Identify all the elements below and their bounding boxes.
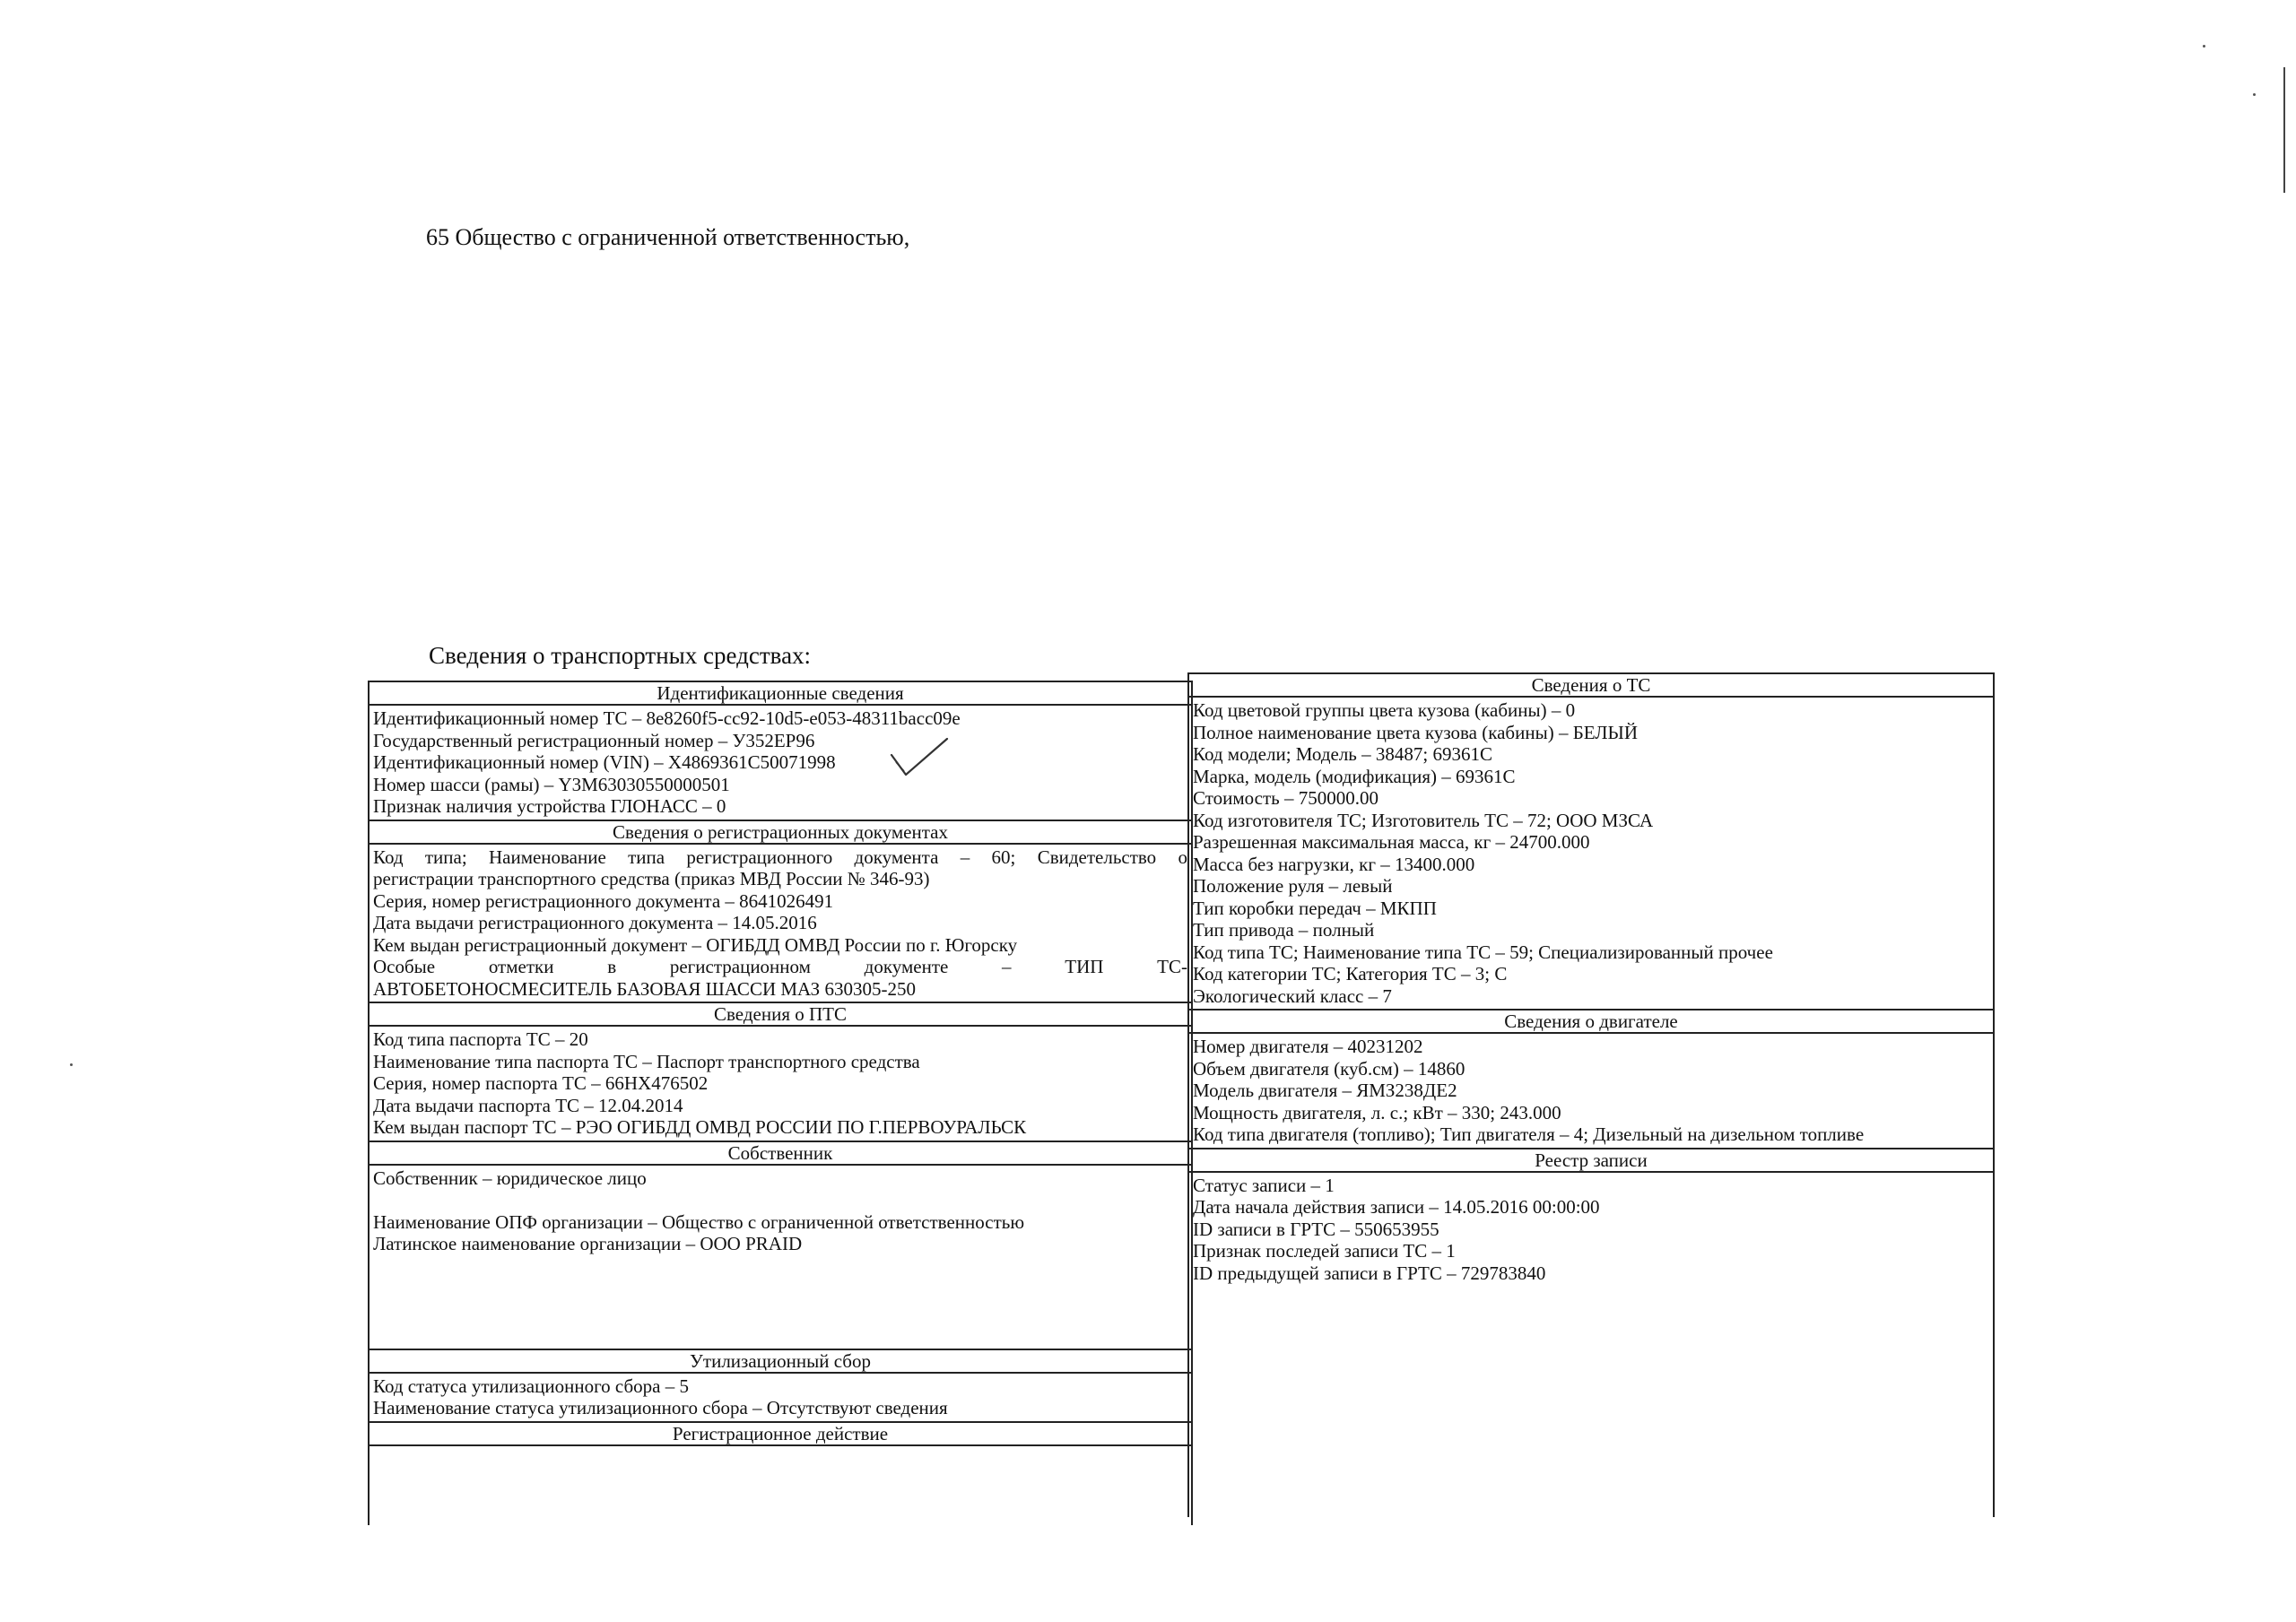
section-header-pts: Сведения о ПТС: [370, 1002, 1191, 1027]
left-column: [368, 681, 1193, 1525]
vehicle-block: [1189, 698, 1993, 1009]
field-reg-doc-issuer: Кем выдан регистрационный документ – ОГИБДД ОМВД России по г. Югорску: [373, 933, 1018, 956]
checkmark-icon: [888, 735, 951, 780]
field-reg-doc-number: Серия, номер регистрационного документа – 8641026491: [373, 889, 834, 912]
document-top-line: 65 Общество с ограниченной ответственностью,: [426, 224, 910, 250]
scan-dot: [70, 1063, 73, 1066]
field-gearbox: Тип коробки передач – МКПП: [1193, 897, 1437, 919]
field-manufacturer: Код изготовителя ТС; Изготовитель ТС – 72; ООО МЗСА: [1193, 809, 1654, 831]
scan-edge-line: [2283, 67, 2285, 193]
section-header-vehicle: Сведения о ТС: [1189, 674, 1993, 698]
field-pts-type-code: Код типа паспорта ТС – 20: [373, 1028, 588, 1050]
field-ts-type: Код типа ТС; Наименование типа ТС – 59; Специализированный прочее: [1193, 941, 1773, 963]
reg-docs-block: [370, 845, 1191, 1002]
field-engine-number: Номер двигателя – 40231202: [1193, 1036, 1423, 1057]
field-last-record-flag: Признак последей записи ТС – 1: [1193, 1240, 1456, 1262]
field-owner-latin-name: Латинское наименование организации – ООО PRAID: [373, 1233, 803, 1254]
field-record-start: Дата начала действия записи – 14.05.2016 00:00:00: [1193, 1196, 1600, 1218]
field-eco-class: Экологический класс – 7: [1193, 984, 1392, 1007]
right-column: [1187, 672, 1995, 1517]
field-engine-power: Мощность двигателя, л. с.; кВт – 330; 243.000: [1193, 1101, 1561, 1123]
owner-block: [370, 1166, 1191, 1349]
field-category: Код категории ТС; Категория ТС – 3; С: [1193, 963, 1508, 984]
field-engine-model: Модель двигателя – ЯМЗ238ДЕ2: [1193, 1080, 1457, 1101]
field-unladen-mass: Масса без нагрузки, кг – 13400.000: [1193, 853, 1475, 875]
field-color-name: Полное наименование цвета кузова (кабины) – БЕЛЫЙ: [1193, 721, 1639, 743]
field-engine-type: Код типа двигателя (топливо); Тип двигателя – 4; Дизельный на дизельном топливе: [1193, 1123, 1865, 1145]
field-record-status: Статус записи – 1: [1193, 1174, 1335, 1196]
field-reg-doc-type: Код типа; Наименование типа регистрационного документа – 60; Свидетельство о: [373, 846, 1187, 868]
field-util-code: Код статуса утилизационного сбора – 5: [373, 1375, 689, 1397]
field-make-model: Марка, модель (модификация) – 69361С: [1193, 765, 1516, 787]
field-pts-number: Серия, номер паспорта ТС – 66НХ476502: [373, 1072, 709, 1094]
util-block: [370, 1374, 1191, 1421]
field-pts-date: Дата выдачи паспорта ТС – 12.04.2014: [373, 1094, 683, 1116]
field-reg-doc-type-cont: регистрации транспортного средства (приказ МВД России № 346-93): [373, 868, 930, 889]
scan-dot: [2253, 93, 2256, 96]
field-prev-record-id: ID предыдущей записи в ГРТС – 729783840: [1193, 1262, 1546, 1284]
engine-block: [1189, 1034, 1993, 1148]
owner-spacer: [373, 1189, 1187, 1211]
field-owner-type: Собственник – юридическое лицо: [373, 1167, 647, 1189]
section-header-reg-docs: Сведения о регистрационных документах: [370, 820, 1191, 845]
field-owner-opf: Наименование ОПФ организации – Общество с ограниченной ответственностью: [373, 1210, 1025, 1233]
field-special-marks-cont: АВТОБЕТОНОСМЕСИТЕЛЬ БАЗОВАЯ ШАССИ МАЗ 630305-250: [373, 977, 916, 1000]
field-cost: Стоимость – 750000.00: [1193, 787, 1379, 809]
field-util-name: Наименование статуса утилизационного сбора – Отсутствуют сведения: [373, 1397, 948, 1418]
field-pts-issuer: Кем выдан паспорт ТС – РЭО ОГИБДД ОМВД РОССИИ ПО Г.ПЕРВОУРАЛЬСК: [373, 1116, 1027, 1138]
field-record-id: ID записи в ГРТС – 550653955: [1193, 1218, 1439, 1240]
scan-dot: [2203, 45, 2205, 48]
field-max-mass: Разрешенная максимальная масса, кг – 24700.000: [1193, 831, 1590, 853]
field-model-code: Код модели; Модель – 38487; 69361С: [1193, 743, 1492, 765]
field-reg-doc-date: Дата выдачи регистрационного документа – 14.05.2016: [373, 912, 817, 933]
section-header-identification: Идентификационные сведения: [370, 682, 1191, 706]
field-reg-number: Государственный регистрационный номер – У352ЕР96: [373, 729, 815, 751]
section-header-owner: Собственник: [370, 1141, 1191, 1166]
field-special-marks: Особые отметки в регистрационном документе – ТИП ТС-: [373, 956, 1187, 977]
section-header-reg-action: Регистрационное действие: [370, 1421, 1191, 1446]
field-engine-volume: Объем двигателя (куб.см) – 14860: [1193, 1057, 1465, 1080]
field-color-code: Код цветовой группы цвета кузова (кабины) – 0: [1193, 699, 1576, 721]
registry-block: [1189, 1173, 1993, 1287]
section-header-util: Утилизационный сбор: [370, 1349, 1191, 1374]
field-chassis: Номер шасси (рамы) – Y3M63030550000501: [373, 773, 730, 795]
section-header-engine: Сведения о двигателе: [1189, 1009, 1993, 1034]
field-drive: Тип привода – полный: [1193, 919, 1375, 941]
field-steering: Положение руля – левый: [1193, 875, 1393, 897]
field-ts-id: Идентификационный номер ТС – 8e8260f5-cc92-10d5-e053-48311bacc09e: [373, 707, 961, 729]
field-glonass: Признак наличия устройства ГЛОНАСС – 0: [373, 795, 726, 817]
field-vin: Идентификационный номер (VIN) – Х4869361С50071998: [373, 751, 836, 773]
identification-block: [370, 706, 1191, 820]
pts-block: [370, 1027, 1191, 1141]
vehicles-caption: Сведения о транспортных средствах:: [429, 642, 812, 669]
field-pts-type-name: Наименование типа паспорта ТС – Паспорт транспортного средства: [373, 1050, 920, 1072]
section-header-registry: Реестр записи: [1189, 1148, 1993, 1173]
